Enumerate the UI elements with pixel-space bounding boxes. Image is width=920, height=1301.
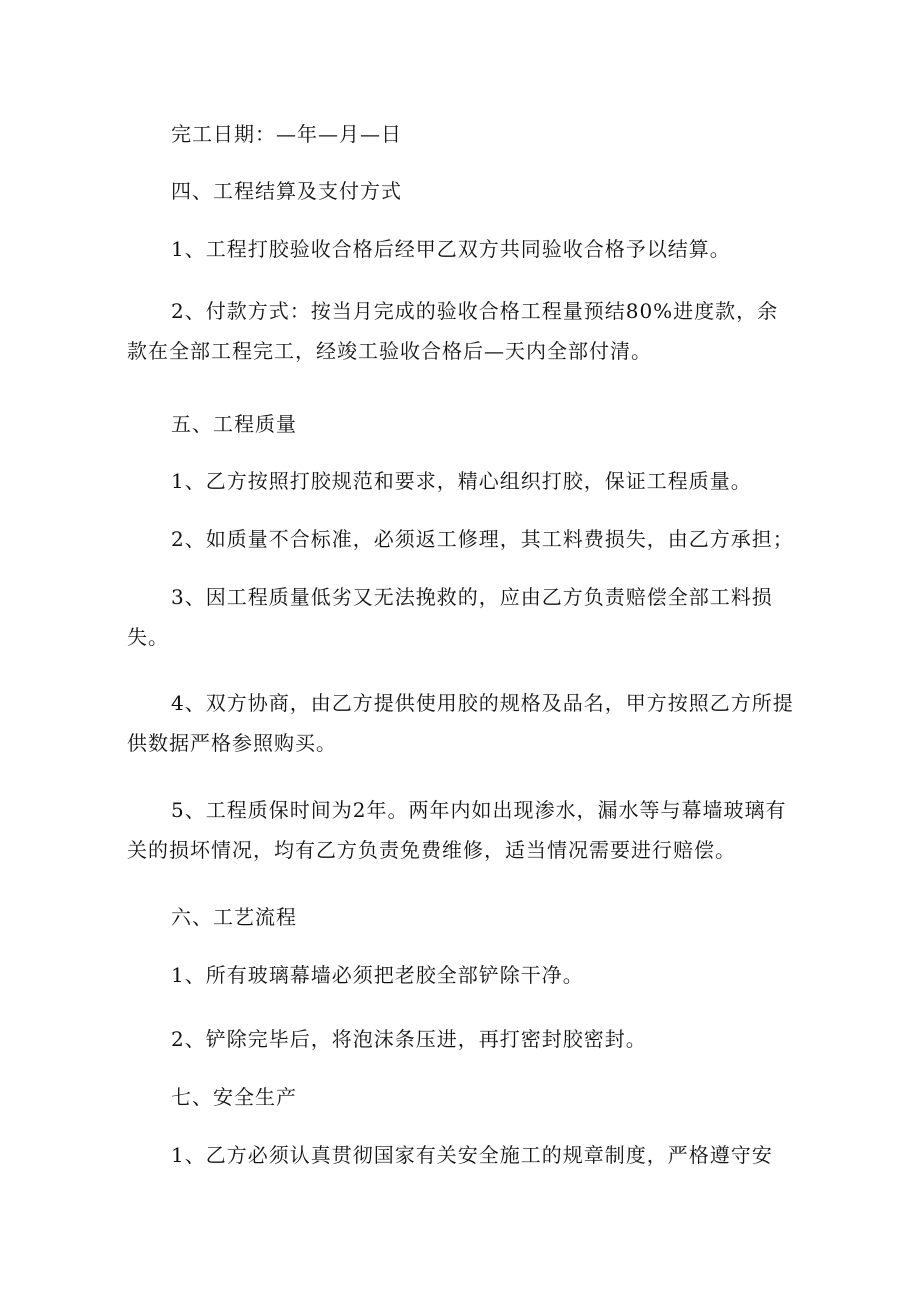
section-heading-settlement: 四、工程结算及支付方式 <box>171 179 402 203</box>
section-heading-quality: 五、工程质量 <box>171 412 297 436</box>
process-clause-2: 2、铲除完毕后，将泡沫条压进，再打密封胶密封。 <box>171 1027 647 1051</box>
section-heading-safety: 七、安全生产 <box>171 1085 297 1109</box>
quality-clause-3: 3、因工程质量低劣又无法挽救的，应由乙方负责赔偿全部工料损失。 <box>127 585 773 649</box>
quality-clause-2: 2、如质量不合标准，必须返工修理，其工料费损失，由乙方承担； <box>171 527 794 551</box>
settlement-clause-1: 1、工程打胶验收合格后经甲乙双方共同验收合格予以结算。 <box>171 237 731 261</box>
process-clause-1: 1、所有玻璃幕墙必须把老胶全部铲除干净。 <box>171 963 584 987</box>
settlement-clause-2: 2、付款方式：按当月完成的验收合格工程量预结80%进度款，余款在全部工程完工，经竣工验收合格后—天内全部付清。 <box>127 299 779 363</box>
safety-clause-1: 1、乙方必须认真贯彻国家有关安全施工的规章制度，严格遵守安 <box>171 1143 773 1167</box>
section-heading-process: 六、工艺流程 <box>171 905 297 929</box>
completion-date-line: 完工日期：—年—月—日 <box>171 122 402 146</box>
quality-clause-4: 4、双方协商，由乙方提供使用胶的规格及品名，甲方按照乙方所提供数据严格参照购买。 <box>127 691 794 755</box>
quality-clause-1: 1、乙方按照打胶规范和要求，精心组织打胶，保证工程质量。 <box>171 469 752 493</box>
quality-clause-5: 5、工程质保时间为2年。两年内如出现渗水，漏水等与幕墙玻璃有关的损坏情况，均有乙方负责免费维修，适当情况需要进行赔偿。 <box>127 798 787 862</box>
